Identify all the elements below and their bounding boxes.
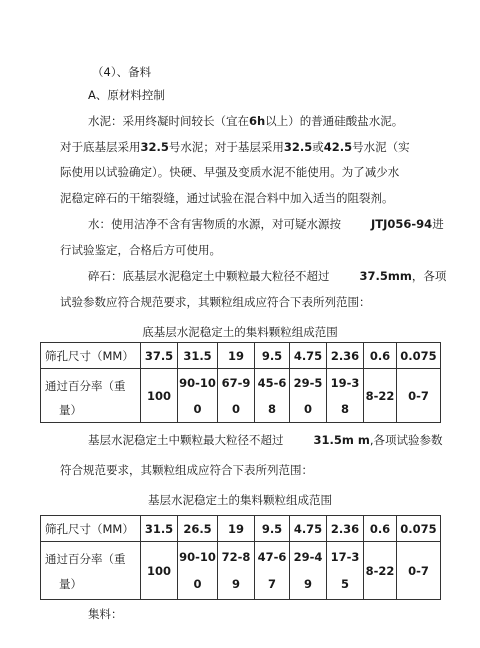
table2-cell: 100 — [141, 542, 178, 600]
table1-cell: 0-7 — [397, 369, 441, 423]
table1-cell: 2.36 — [327, 343, 364, 369]
table1-cell: 67-9 0 — [218, 369, 255, 423]
paragraph-cement-line2: 对于底基层采用32.5号水泥；对于基层采用32.5或42.5号水泥（实 — [60, 140, 410, 154]
table2-cell: 0.075 — [397, 516, 441, 542]
table2-cell: 29-4 9 — [290, 542, 327, 600]
table1-cell: 90-10 0 — [178, 369, 218, 423]
table2-cell: 19 — [218, 516, 255, 542]
table1-cell: 8-22 — [364, 369, 397, 423]
paragraph-water-line1: 水：使用洁净不含有害物质的水源，对可疑水源按 JTJ056-94进 — [88, 217, 444, 231]
table2 — [40, 515, 441, 600]
table2-cell: 72-8 9 — [218, 542, 255, 600]
paragraph-cement-line1: 水泥：采用终凝时间较长（宜在6h以上）的普通硅酸盐水泥。 — [88, 114, 404, 128]
table2-cell: 4.75 — [290, 516, 327, 542]
table1-cell: 19-3 8 — [327, 369, 364, 423]
table1-cell: 45-6 8 — [255, 369, 290, 423]
table2-cell: 8-22 — [364, 542, 397, 600]
table1-cell: 4.75 — [290, 343, 327, 369]
table2-row-percents — [41, 542, 441, 600]
section-heading: （4）、备料 — [92, 65, 152, 79]
table1-sizes-label: 筛孔尺寸（MM） — [41, 343, 141, 369]
table2-cell: 2.36 — [327, 516, 364, 542]
paragraph-stone-line2: 试验参数应符合规范要求，其颗粒组成应符合下表所列范围： — [60, 295, 371, 309]
table2-cell: 0-7 — [397, 542, 441, 600]
table2-cell: 17-3 5 — [327, 542, 364, 600]
table1-cell: 19 — [218, 343, 255, 369]
table1-percents-label: 通过百分率（重 量） — [41, 369, 141, 423]
table2-title: 基层水泥稳定土的集料颗粒组成范围 — [148, 493, 332, 507]
table1-cell: 31.5 — [178, 343, 218, 369]
subsection-heading: A、原材料控制 — [88, 88, 165, 102]
table2-row-sizes — [41, 516, 441, 542]
table2-cell: 47-6 7 — [255, 542, 290, 600]
paragraph-water-line2: 行试验鉴定，合格后方可使用。 — [60, 243, 221, 257]
paragraph-base-line1: 基层水泥稳定土中颗粒最大粒径不超过 31.5m m,各项试验参数 — [88, 433, 443, 447]
paragraph-stone-line1: 碎石：底基层水泥稳定土中颗粒最大粒径不超过 37.5mm，各项 — [88, 269, 447, 283]
table1-title: 底基层水泥稳定土的集料颗粒组成范围 — [142, 325, 338, 339]
table2-cell: 26.5 — [178, 516, 218, 542]
table2-sizes-label: 筛孔尺寸（MM） — [41, 516, 141, 542]
table1-cell: 9.5 — [255, 343, 290, 369]
table1-cell: 29-5 0 — [290, 369, 327, 423]
table1-cell: 100 — [141, 369, 178, 423]
table1 — [40, 342, 441, 423]
table1-row-sizes — [41, 343, 441, 369]
paragraph-base-line2: 符合规范要求，其颗粒组成应符合下表所列范围： — [60, 463, 313, 477]
paragraph-cement-line3: 际使用以试验确定）。快硬、早强及变质水泥不能使用。为了减少水 — [60, 165, 400, 179]
paragraph-cement-line4: 泥稳定碎石的干缩裂缝，通过试验在混合料中加入适当的阻裂剂。 — [60, 191, 394, 205]
table1-cell: 0.075 — [397, 343, 441, 369]
table1-row-percents — [41, 369, 441, 423]
table2-cell: 31.5 — [141, 516, 178, 542]
table2-percents-label: 通过百分率（重 量） — [41, 542, 141, 600]
table2-cell: 9.5 — [255, 516, 290, 542]
table1-cell: 37.5 — [141, 343, 178, 369]
table2-cell: 0.6 — [364, 516, 397, 542]
paragraph-aggregate: 集料： — [88, 607, 123, 621]
table2-cell: 90-10 0 — [178, 542, 218, 600]
table1-cell: 0.6 — [364, 343, 397, 369]
